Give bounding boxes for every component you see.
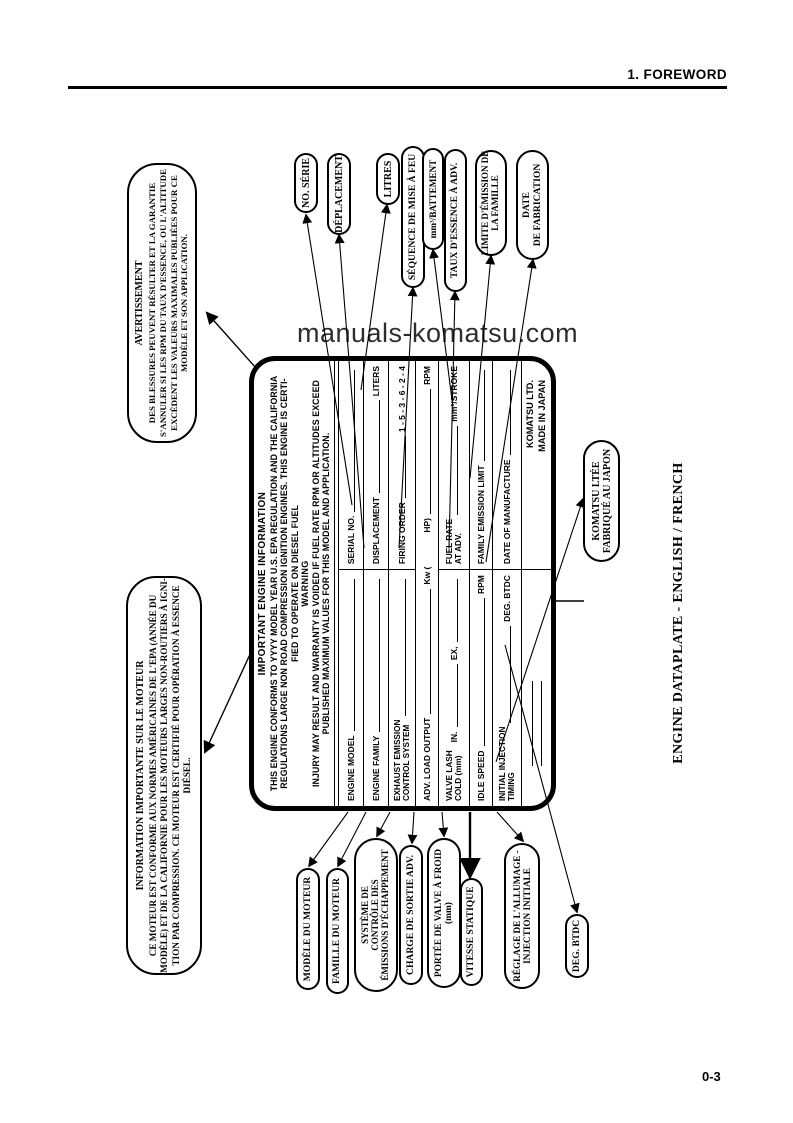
- callout-vitesse-statique: VITESSE STATIQUE: [460, 878, 483, 986]
- callout-date-fabrication: DATE DE FABRICATION: [516, 150, 549, 260]
- callout-deg-btdc: DEG. BTDC: [565, 914, 589, 978]
- engine-dataplate: [249, 356, 556, 811]
- page-number: 0-3: [702, 1069, 721, 1084]
- field-engine-family: ENGINE FAMILY: [371, 735, 382, 801]
- callout-komatsu-ltee: KOMATSU LTÉE FABRIQUÉ AU JAPON: [583, 440, 620, 562]
- header-rule: [68, 86, 727, 89]
- unit-mm3-stroke: mm³/STROKE: [449, 366, 460, 422]
- row-valve-lash: [438, 361, 469, 806]
- callout-avertissement-line: S'ANNULER SI LES RPM DU TAUX D'ESSENCE, OU L'ALTITUDE: [157, 169, 168, 437]
- field-date-of-manufacture: DATE OF MANUFACTURE: [502, 459, 513, 565]
- field-firing-order: FIRING ORDER: [397, 502, 408, 565]
- unit-liters: LITERS: [371, 366, 382, 397]
- plate-warning-title: WARNING: [299, 560, 310, 607]
- unit-rpm: RPM: [422, 365, 433, 385]
- callout-avertissement-line: DES BLESSURES PEUVENT RÉSULTER ET LA GARANTIE: [147, 182, 158, 424]
- row-exhaust-emission: [388, 361, 415, 806]
- label-in: IN.: [449, 731, 460, 743]
- callout-mm3-battement: mm³/BATTEMENT: [422, 148, 444, 250]
- field-timing: TIMING: [507, 772, 517, 801]
- plate-intro-line: FIED TO OPERATE ON DIESEL FUEL: [289, 505, 300, 662]
- callout-systeme-controle-emissions: SYSTÈME DE CONTRÔLE DES ÉMISSIONS D'ÉCHAPPEMENT: [354, 838, 398, 992]
- field-exhaust-emission: EXHAUST EMISSION: [392, 719, 402, 801]
- field-engine-model: ENGINE MODEL: [346, 735, 357, 801]
- page-header: 1. FOREWORD: [627, 67, 727, 82]
- callout-reglage-allumage: RÉGLAGE DE L'ALLUMAGE - INJECTION INITIALE: [504, 843, 540, 989]
- unit-hp-close: HP): [422, 518, 433, 533]
- plate-warning-line: INJURY MAY RESULT AND WARRANTY IS VOIDED IF FUEL RATE RPM OR ALTITUDES EXCEED: [310, 380, 321, 788]
- field-control-system: CONTROL SYSTEM: [402, 724, 412, 801]
- callout-portee-valve-froid: PORTÉE DE VALVE À FROID (mm): [427, 838, 461, 988]
- blank-entry-lines: [522, 570, 551, 806]
- callout-avertissement-title: AVERTISSEMENT: [133, 260, 145, 346]
- plate-warning-line: PUBLISHED MAXIMUM VALUES FOR THIS MODEL AND APPLICATION.: [320, 432, 331, 735]
- plate-intro-line: THIS ENGINE CONFORMS TO YYYY MODEL YEAR U.S. EPA REGULATION AND THE CALIFORNIA: [268, 375, 279, 792]
- field-valve-lash-cold: COLD (mm): [454, 755, 464, 801]
- callout-avertissement: [127, 163, 197, 443]
- row-engine-model: [339, 361, 363, 806]
- callout-charge-sortie-adv: CHARGE DE SORTIE ADV.: [399, 845, 423, 985]
- field-idle-speed: IDLE SPEED: [476, 750, 487, 801]
- field-fuel-rate: FUEL RATE: [444, 518, 454, 565]
- callout-info-moteur-title: INFORMATION IMPORTANTE SUR LE MOTEUR: [134, 660, 146, 891]
- callout-modele-moteur: MODÈLE DU MOTEUR: [296, 868, 320, 990]
- unit-deg-btdc: DEG. BTDC: [502, 575, 513, 622]
- callout-no-serie: NO. SÉRIE: [294, 153, 318, 213]
- watermark: manuals-komatsu.com: [297, 318, 579, 348]
- figure-caption: ENGINE DATAPLATE - ENGLISH / FRENCH: [671, 462, 686, 764]
- callout-taux-essence: TAUX D'ESSENCE À ADV.: [444, 149, 467, 292]
- row-engine-family: [363, 361, 388, 806]
- unit-kw-open: Kw (: [422, 566, 433, 585]
- unit-idle-rpm: RPM: [476, 575, 487, 595]
- field-fuel-rate-adv: AT ADV.: [454, 533, 464, 565]
- row-maker: [521, 361, 551, 806]
- callout-avertissement-line: EXCÈDENT LES VALEURS MAXIMALES PUBLIÉES POUR CE: [168, 175, 179, 431]
- row-adv-load-output: [415, 361, 438, 806]
- plate-intro-line: REGULATIONS LARGE NON ROAD COMPRESSION IGNITION ENGINES. THIS ENGINE IS CERTI-: [279, 378, 290, 789]
- field-family-emission-limit: FAMILY EMISSION LIMIT: [476, 465, 487, 565]
- firing-sequence: 1 - 5 - 3 - 6 - 2 - 4: [397, 366, 408, 433]
- callout-famille-moteur: FAMILLE DU MOTEUR: [326, 868, 349, 994]
- callout-avertissement-line: MODÈLE ET SON APPLICATION.: [179, 234, 190, 373]
- callout-sequence-mise-a-feu: SÉQUENCE DE MISE À FEU: [401, 146, 425, 288]
- row-initial-injection: [492, 361, 521, 806]
- callout-info-moteur-line: CE MOTEUR EST CONFORME AUX NORMES AMÉRICAINES DE L'EPA (ANNÉE DU: [148, 594, 159, 957]
- field-initial-injection: INITIAL INJECTION: [497, 726, 507, 801]
- field-displacement: DISPLACEMENT: [371, 497, 382, 565]
- callout-limite-emission: LIMITE D'ÉMISSION DE LA FAMILLE: [475, 150, 507, 256]
- callout-info-moteur-line: MODÈLE) ET DE LA CALIFORNIE POUR LES MOTEURS LARGES NON-ROUTIERS À IGNI-: [159, 578, 170, 973]
- field-serial-no: SERIAL NO.: [346, 515, 357, 565]
- callout-info-moteur-line: TION PAR COMPRESSION. CE MOTEUR EST CERTIFIÉ POUR OPÉRATION À ESSENCE: [170, 585, 181, 966]
- callout-info-moteur-line: DIÉSEL.: [181, 757, 192, 794]
- callout-litres: LITRES: [376, 153, 400, 205]
- callout-deplacement: DÉPLACEMENT: [327, 153, 351, 235]
- plate-title: IMPORTANT ENGINE INFORMATION: [257, 491, 268, 676]
- field-adv-load-output: ADV. LOAD OUTPUT: [422, 717, 433, 801]
- label-ex: EX,: [449, 646, 460, 661]
- plate-header: [254, 361, 333, 806]
- callout-info-moteur: [126, 576, 202, 975]
- row-idle-speed: [469, 361, 492, 806]
- field-valve-lash: VALVE LASH: [444, 750, 454, 801]
- maker-mark: KOMATSU LTD. MADE IN JAPAN: [524, 380, 547, 452]
